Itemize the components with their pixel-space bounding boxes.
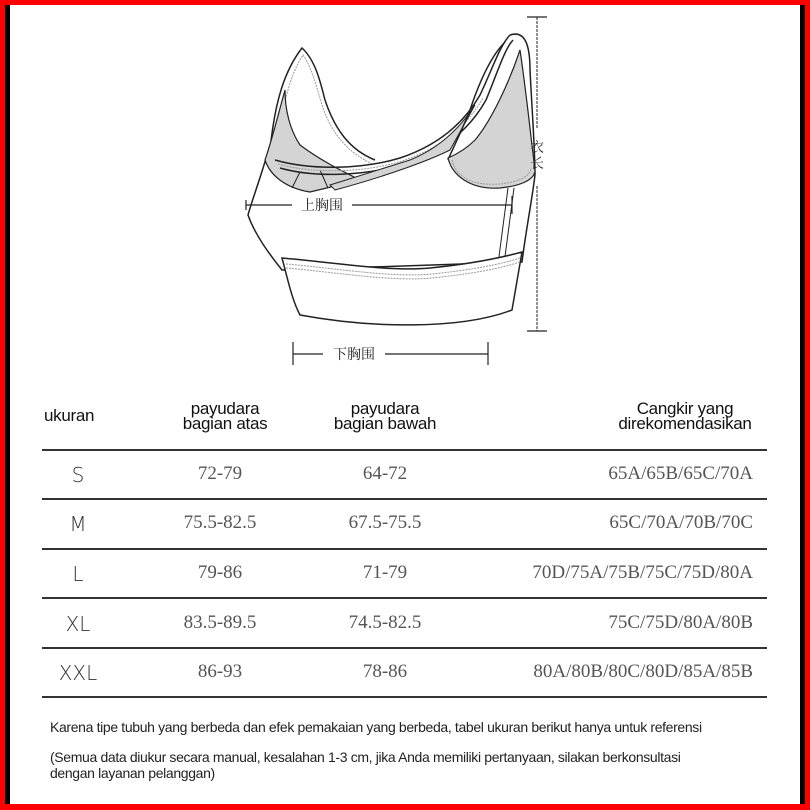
size-cell: L xyxy=(72,562,84,586)
cup-cell: 70D/75A/75B/75C/75D/80A xyxy=(532,562,753,583)
table-divider xyxy=(42,696,767,698)
size-cell: XL xyxy=(65,612,91,636)
measurement-note: (Semua data diukur secara manual, kesalahan 1-3 cm, jika Anda memiliki pertanyaan, silakan berkonsultasi dengan layanan pelanggan) xyxy=(50,749,681,781)
table-row xyxy=(0,499,810,548)
header-upper-bust: payudara bagian atas xyxy=(182,399,268,433)
upper-bust-cell: 72-79 xyxy=(197,463,243,484)
length-label-top: 衣 xyxy=(530,140,544,156)
under-bust-label: 下胸围 xyxy=(333,347,375,363)
length-label-bottom: 长 xyxy=(530,156,544,172)
bra-illustration xyxy=(230,10,570,380)
upper-bust-cell: 79-86 xyxy=(197,562,243,583)
disclaimer-note: Karena tipe tubuh yang berbeda dan efek pemakaian yang berbeda, tabel ukuran berikut hanya untuk referensi xyxy=(50,719,702,735)
table-row xyxy=(0,648,810,697)
upper-bust-cell: 75.5-82.5 xyxy=(183,512,257,533)
left-cup-panel xyxy=(265,90,360,192)
cup-cell: 65A/65B/65C/70A xyxy=(608,463,753,484)
under-bust-cell: 71-79 xyxy=(362,562,408,583)
upper-bust-cell: 86-93 xyxy=(197,661,243,682)
under-bust-cell: 78-86 xyxy=(362,661,408,682)
size-cell: S xyxy=(71,463,85,487)
upper-bust-cell: 83.5-89.5 xyxy=(183,612,257,633)
table-row xyxy=(0,599,810,648)
under-bust-measure xyxy=(293,342,488,365)
size-cell: M xyxy=(69,512,87,536)
under-bust-cell: 67.5-75.5 xyxy=(348,512,422,533)
upper-bust-label: 上胸围 xyxy=(301,198,343,214)
cup-cell: 80A/80B/80C/80D/85A/85B xyxy=(533,661,753,682)
size-cell: XXL xyxy=(58,661,98,685)
table-row xyxy=(0,549,810,598)
cup-cell: 65C/70A/70B/70C xyxy=(609,512,753,533)
header-recommended-cup: Cangkir yang direkomendasikan xyxy=(618,399,752,433)
header-under-bust: payudara bagian bawah xyxy=(333,399,437,433)
table-row xyxy=(0,450,810,499)
under-bust-cell: 74.5-82.5 xyxy=(348,612,422,633)
cup-cell: 75C/75D/80A/80B xyxy=(608,612,753,633)
header-size: ukuran xyxy=(44,406,95,425)
under-bust-cell: 64-72 xyxy=(362,463,408,484)
